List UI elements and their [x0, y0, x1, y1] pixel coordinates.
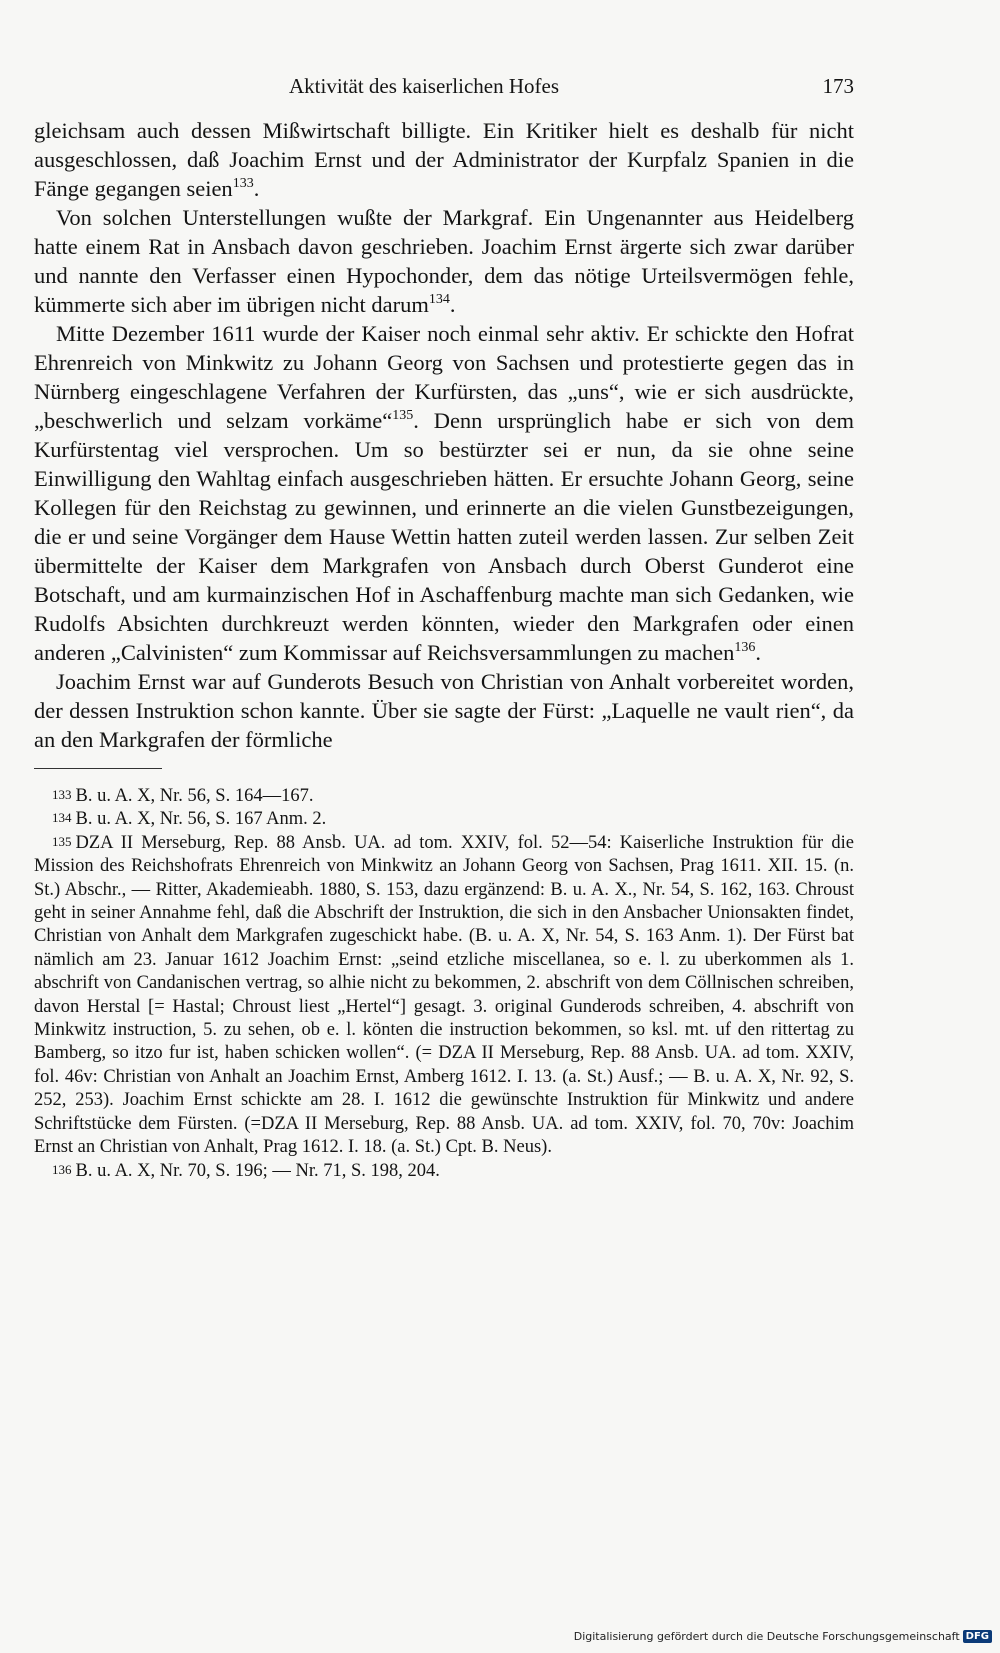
footnote-133	[34, 785, 854, 808]
footnote-text: B. u. A. X, Nr. 56, S. 167 Anm. 2.	[75, 809, 327, 830]
footnote-135	[34, 832, 854, 1160]
paragraph-3-text-b: . Denn ursprünglich habe er sich von dem Kurfürstentag viel versprochen. Um so bestürzter sei er nun, da sie ohne seine Einwilligung den Wahltag einfach ausgeschrieben hätten. Er ersuchte Johann Georg, seine Kollegen für den Reichstag zu gewinnen, und erinnerte an die vielen Gunstbezeigungen, die er und seine Vorgänger dem Hause Wettin hatten zuteil werden lassen. Zur selben Zeit übermittelte der Kaiser dem Markgrafen von Ansbach durch Oberst Gunderot eine Botschaft, und am kurmainzischen Hof in Aschaffenburg machte man sich Gedanken, wie Rudolfs Absichten durchkreuzt werden könnten, wieder den Markgrafen oder einen anderen „Calvinisten“ zum Kommissar auf Reichsversammlungen zu machen	[34, 408, 855, 665]
paragraph-2	[34, 203, 854, 319]
main-text	[34, 116, 854, 754]
footnote-ref-134: 134	[428, 292, 450, 307]
dfg-logo: DFG	[963, 1630, 992, 1643]
footnote-ref-136: 136	[734, 640, 756, 655]
paragraph-2-end: .	[449, 292, 456, 317]
paragraph-3-text-a: Mitte Dezember 1611 wurde der Kaiser noch einmal sehr aktiv. Er schickte den Hofrat Ehrenreich von Minkwitz zu Johann Georg von Sachsen und protestierte gegen das in Nürnberg eingeschlagene Verfahren der Kurfürsten, das „uns“, wie er sich ausdrückte, „beschwerlich und selzam vorkäme“	[34, 321, 854, 433]
digitization-credit	[574, 1627, 992, 1645]
footnote-text: DZA II Merseburg, Rep. 88 Ansb. UA. ad tom. XXIV, fol. 52—54: Kaiserliche Instruktion für die Mission des Reichshofrats Ehrenreich von Minkwitz an Johann Georg von Sachsen, Prag 1611. XII. 15. (n. St.) Abschr., — Ritter, Akademieabh. 1880, S. 153, dazu ergänzend: B. u. A. X., Nr. 54, S. 162, 163. Chroust geht in seiner Annahme fehl, daß die Abschrift der Instruktion, die sich in den Ansbacher Unionsakten findet, Christian von Anhalt dem Markgrafen zugeschickt habe. (B. u. A. X, Nr. 54, S. 163 Anm. 1). Der Fürst bat nämlich am 23. Januar 1612 Joachim Ernst: „seind etzliche miscellanea, so e. l. zu uberkommen als 1. abschrift von Candanischen vertrag, so alhie nicht zu bekommen, 2. abschrift von dem Cöllnischen schreiben, davon Herstal [= Hastal; Chroust liest „Hertel“] gesagt. 3. original Gunderods schreiben, 4. abschrift von Minkwitz instruction, 5. zu sehen, ob e. l. könten die instruction bekommen, so ksl. mt. uf den rittertag zu Bamberg, so itzo fur ist, haben schicken wollen“. (= DZA II Merseburg, Rep. 88 Ansb. UA. ad tom. XXIV, fol. 46v: Christian von Anhalt an Joachim Ernst, Amberg 1612. I. 13. (a. St.) Ausf.; — B. u. A. X, Nr. 92, S. 252, 253). Joachim Ernst schickte am 28. I. 1612 die gewünschte Instruktion für Minkwitz und andere Schriftstücke dem Fürsten. (=DZA II Merseburg, Rep. 88 Ansb. UA. ad tom. XXIV, fol. 70, 70v: Joachim Ernst an Christian von Anhalt, Prag 1612. I. 18. (a. St.) Cpt. B. Neus).	[34, 832, 854, 1158]
page-number: 173	[822, 74, 854, 98]
footnote-136	[34, 1160, 854, 1183]
paragraph-2-text: Von solchen Unterstellungen wußte der Markgraf. Ein Ungenannter aus Heidelberg hatte einem Rat in Ansbach davon geschrieben. Joachim Ernst ärgerte sich zwar darüber und nannte den Verfasser einen Hypochonder, dem das nötige Urteilsvermögen fehle, kümmerte sich aber im übrigen nicht darum	[34, 205, 854, 317]
paragraph-1-text: gleichsam auch dessen Mißwirtschaft billigte. Ein Kritiker hielt es deshalb für nicht ausgeschlossen, daß Joachim Ernst und der Administrator der Kurpfalz Spanien in die Fänge gegangen seien	[34, 118, 854, 201]
paragraph-3-end: .	[755, 640, 762, 665]
footnote-134	[34, 808, 854, 831]
credit-text: Digitalisierung gefördert durch die Deutsche Forschungsgemeinschaft	[573, 1629, 960, 1643]
paragraph-1-end: .	[253, 176, 260, 201]
footnotes	[34, 785, 854, 1183]
footnote-divider	[34, 768, 162, 769]
paragraph-3	[34, 319, 854, 667]
book-page	[34, 66, 854, 1183]
footnote-number: 134	[52, 810, 72, 826]
running-head	[34, 66, 854, 106]
paragraph-4-text: Joachim Ernst war auf Gunderots Besuch von Christian von Anhalt vorbereitet worden, der dessen Instruktion schon kannte. Über sie sagte der Fürst: „Laquelle ne vault rien“, da an den Markgrafen der förmliche	[34, 669, 854, 752]
footnote-number: 135	[52, 833, 72, 849]
footnote-ref-133: 133	[232, 176, 254, 191]
running-title: Aktivität des kaiserlichen Hofes	[289, 74, 560, 98]
footnote-number: 136	[52, 1161, 72, 1177]
footnote-number: 133	[52, 787, 72, 802]
footnote-text: B. u. A. X, Nr. 70, S. 196; — Nr. 71, S. 198, 204.	[75, 1160, 440, 1181]
paragraph-4	[34, 667, 854, 754]
paragraph-1	[34, 116, 854, 203]
footnote-text: B. u. A. X, Nr. 56, S. 164—167.	[75, 786, 314, 806]
footnote-ref-135: 135	[392, 408, 414, 423]
